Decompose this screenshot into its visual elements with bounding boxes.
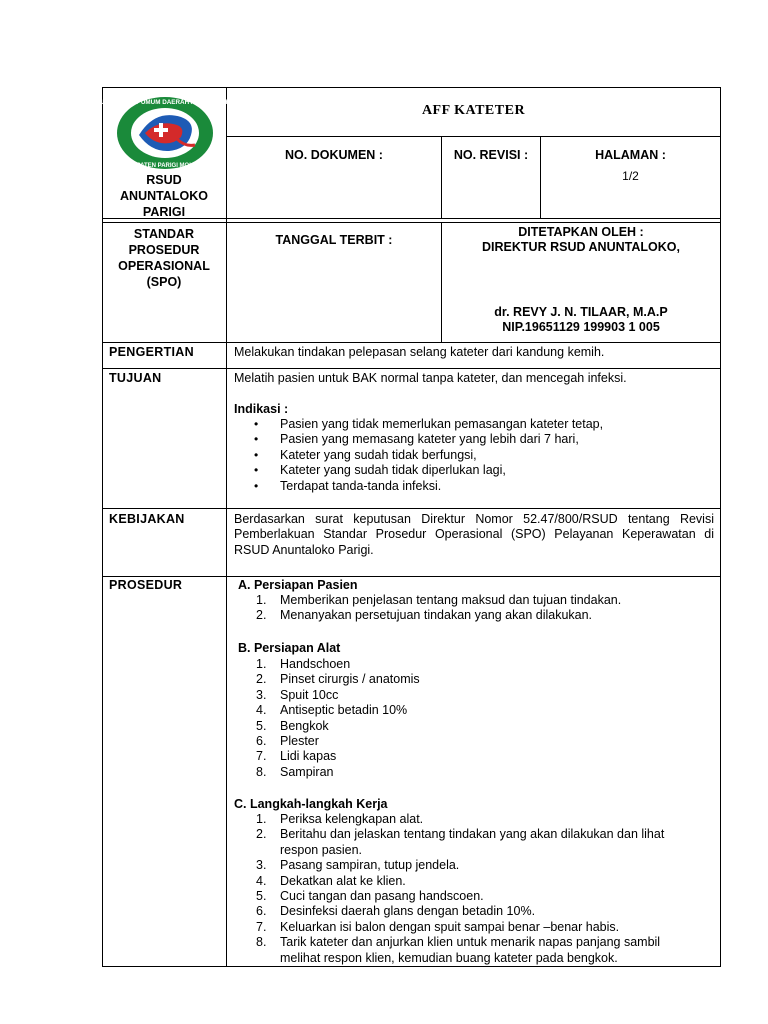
persiapan-alat-title: B. Persiapan Alat	[238, 641, 341, 655]
svg-text:KABUPATEN PARIGI MOUTONG: KABUPATEN PARIGI MOUTONG	[119, 163, 211, 169]
list-item: • Pasien yang memasang kateter yang lebih dari 7 hari,	[234, 432, 714, 447]
hospital-name-line: ANUNTALOKO	[120, 189, 208, 203]
list-item: 2. Beritahu dan jelaskan tentang tindakan yang akan dilakukan dan lihat respon pasien.	[256, 827, 665, 857]
hospital-name-line: RSUD	[146, 173, 182, 187]
no-revisi-label: NO. REVISI :	[453, 148, 529, 162]
list-item: 1. Memberikan penjelasan tentang maksud dan tujuan tindakan.	[256, 593, 622, 607]
list-item: 2. Menanyakan persetujuan tindakan yang akan dilakukan.	[256, 608, 593, 623]
list-item-text: Pinset cirurgis / anatomis	[280, 672, 420, 687]
kebijakan-label: KEBIJAKAN	[109, 512, 185, 526]
persiapan-pasien-title: A. Persiapan Pasien	[238, 578, 358, 592]
persiapan-alat-list	[234, 657, 714, 780]
list-item: 6. Plester	[256, 734, 319, 749]
spo-label-line: OPERASIONAL	[118, 259, 210, 273]
spo-label	[104, 226, 224, 290]
hospital-name	[104, 172, 224, 220]
list-item-text: Spuit 10cc	[280, 687, 339, 702]
list-item: 1. Handschoen	[256, 657, 351, 671]
svg-text:RUMAH SAKIT UMUM DAERAH ANUNTA: RUMAH SAKIT UMUM DAERAH ANUNTALOKO	[95, 99, 235, 106]
direktur-label: DIREKTUR RSUD ANUNTALOKO,	[482, 240, 680, 254]
list-item-text: Keluarkan isi balon dengan spuit sampai benar –benar habis.	[280, 919, 620, 934]
list-item-text: Desinfeksi daerah glans dengan betadin 10%.	[280, 904, 536, 919]
tujuan-label: TUJUAN	[109, 371, 162, 385]
list-item-text: Sampiran	[280, 764, 334, 779]
ditetapkan-label: DITETAPKAN OLEH :	[518, 225, 644, 239]
pengertian-text: Melakukan tindakan pelepasan selang kateter dari kandung kemih.	[234, 345, 605, 359]
spo-label-line: PROSEDUR	[128, 243, 200, 257]
list-item: 3. Spuit 10cc	[256, 687, 339, 702]
spo-label-line: (SPO)	[146, 275, 182, 289]
list-item: 5. Bengkok	[256, 718, 329, 733]
list-item: 7. Lidi kapas	[256, 749, 337, 764]
list-item: • Kateter yang sudah tidak berfungsi,	[234, 448, 714, 463]
list-item-text: Tarik kateter dan anjurkan klien untuk menarik napas panjang sambil melihat respon klien, kemudian buang kateter pada bengkok.	[280, 935, 661, 965]
indikasi-list	[234, 417, 714, 494]
hospital-logo	[95, 95, 235, 171]
list-item: 3. Pasang sampiran, tutup jendela.	[256, 858, 460, 873]
list-item-text: Plester	[280, 734, 319, 749]
list-item: • Pasien yang tidak memerlukan pemasangan kateter tetap,	[234, 417, 714, 432]
list-item: 5. Cuci tangan dan pasang handscoen.	[256, 889, 484, 904]
signer-nip: NIP.19651129 199903 1 005	[502, 320, 660, 334]
langkah-kerja-list	[234, 812, 699, 966]
list-item: 6. Desinfeksi daerah glans dengan betadin 10%.	[256, 904, 536, 919]
signer-name: dr. REVY J. N. TILAAR, M.A.P	[494, 305, 668, 319]
list-item: • Kateter yang sudah tidak diperlukan lagi,	[234, 463, 714, 478]
halaman-label: HALAMAN :	[595, 148, 666, 162]
list-item: 7. Keluarkan isi balon dengan spuit sampai benar –benar habis.	[256, 919, 620, 934]
list-item: 4. Dekatkan alat ke klien.	[256, 873, 406, 888]
list-item-text: Dekatkan alat ke klien.	[280, 873, 406, 888]
list-item-text: Periksa kelengkapan alat.	[280, 812, 424, 826]
list-item-text: Cuci tangan dan pasang handscoen.	[280, 889, 484, 904]
list-item: 4. Antiseptic betadin 10%	[256, 703, 408, 718]
spo-label-line: STANDAR	[133, 227, 195, 241]
list-item-text: Beritahu dan jelaskan tentang tindakan yang akan dilakukan dan lihat respon pasien.	[280, 827, 665, 857]
indikasi-label: Indikasi :	[234, 402, 289, 416]
prosedur-label: PROSEDUR	[109, 578, 183, 592]
list-item: • Terdapat tanda-tanda infeksi.	[234, 479, 714, 494]
hospital-name-line: PARIGI	[142, 205, 186, 219]
list-item-text: Antiseptic betadin 10%	[280, 703, 408, 718]
list-item-text: Pasang sampiran, tutup jendela.	[280, 858, 460, 873]
kebijakan-text: Berdasarkan surat keputusan Direktur Nomor 52.47/800/RSUD tentang Revisi Pemberlakuan Standar Prosedur Operasional (SPO) Pelayanan Keperawatan di RSUD Anuntaloko Parigi.	[234, 512, 714, 557]
langkah-kerja-title: C. Langkah-langkah Kerja	[234, 797, 388, 811]
list-item-text: Bengkok	[280, 718, 329, 733]
list-item: 8. Tarik kateter dan anjurkan klien untuk menarik napas panjang sambil melihat respon klien, kemudian buang kateter pada bengkok.	[256, 935, 661, 965]
pengertian-label: PENGERTIAN	[109, 345, 194, 359]
persiapan-pasien-list	[234, 593, 714, 624]
list-item: 1. Periksa kelengkapan alat.	[256, 812, 424, 826]
list-item: 2. Pinset cirurgis / anatomis	[256, 672, 420, 687]
list-item-text: Menanyakan persetujuan tindakan yang akan dilakukan.	[280, 608, 593, 623]
tujuan-text: Melatih pasien untuk BAK normal tanpa kateter, dan mencegah infeksi.	[234, 371, 627, 385]
tanggal-terbit-label: TANGGAL TERBIT :	[275, 233, 393, 247]
list-item-text: Memberikan penjelasan tentang maksud dan tujuan tindakan.	[280, 593, 622, 607]
halaman-value: 1/2	[622, 169, 639, 183]
document-title: AFF KATETER	[421, 103, 526, 118]
no-dokumen-label: NO. DOKUMEN :	[285, 148, 383, 162]
list-item-text: Lidi kapas	[280, 749, 337, 764]
list-item: 8. Sampiran	[256, 764, 334, 779]
list-item-text: Handschoen	[280, 657, 351, 671]
